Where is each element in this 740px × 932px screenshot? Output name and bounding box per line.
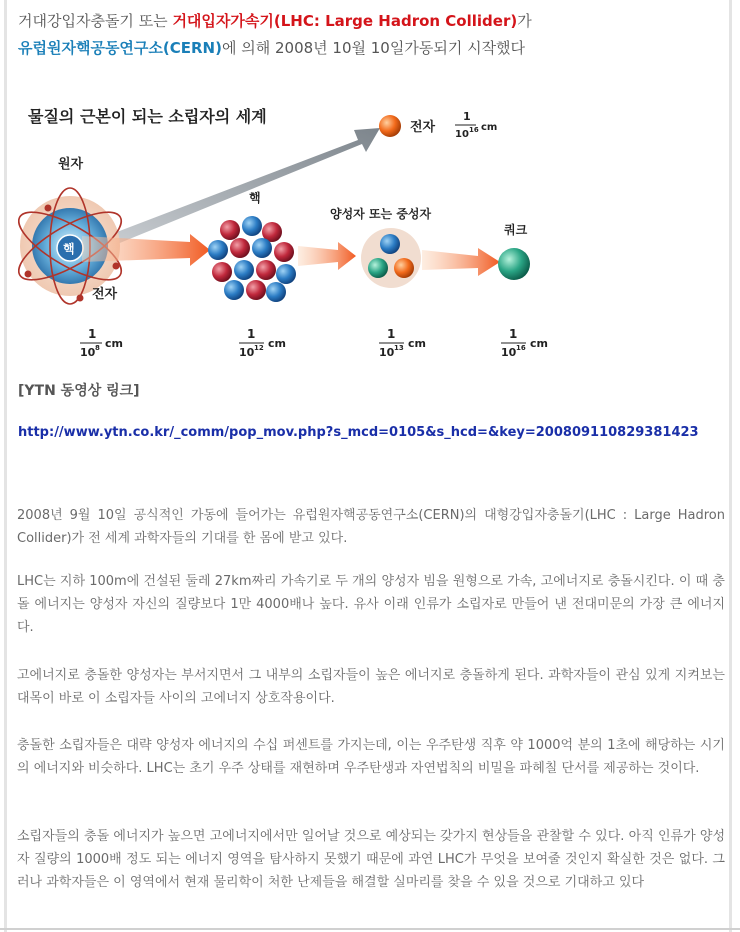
- electron-scale-num: 1: [463, 110, 471, 123]
- scale-proton: [379, 327, 426, 359]
- atom-electron-label: 전자: [92, 287, 118, 302]
- scale-quark-exp: 16: [516, 344, 526, 352]
- scale-proton-exp: 13: [394, 344, 404, 352]
- proton-neutron-label: 양성자 또는 중성자: [330, 207, 432, 221]
- electron-label: 전자: [410, 120, 436, 135]
- headline-lhc-name: 거대입자가속기(LHC: Large Hadron Collider): [172, 12, 518, 30]
- ytn-link-label: [YTN 동영상 링크]: [18, 383, 140, 399]
- scale-atom-exp: 8: [95, 344, 100, 352]
- scale-nucleus: [239, 327, 286, 359]
- scale-proton-unit: cm: [408, 337, 426, 350]
- electron-scale-exp: 16: [469, 126, 479, 134]
- scale-nucleus-den: 10: [239, 346, 255, 359]
- nucleus-graphic: [208, 216, 296, 302]
- scale-quark-unit: cm: [530, 337, 548, 350]
- headline-cern-name: 유럽원자핵공동연구소(CERN): [18, 39, 222, 57]
- scale-atom: [80, 327, 123, 359]
- paragraph-5: 소립자들의 충돌 에너지가 높으면 고에너지에서만 일어날 것으로 예상되는 갖가지 현상들을 관찰할 수 있다. 아직 인류가 양성자 질량의 1000배 정도 되는 에너지 영역을 탐사하지 못했기 때문에 과연 LHC가 무엇을 보여줄 것인지 확실한 것은 없다. 그러나 과학자들은 이 영역에서 현재 물리학이 처한 난제들을 해결할 실마리를 찾을 수 있을 것으로 기대하고 있다: [17, 829, 725, 890]
- left-border: [4, 0, 7, 932]
- scale-proton-num: 1: [387, 327, 396, 341]
- scale-nucleus-num: 1: [247, 327, 256, 341]
- scale-atom-den: 10: [80, 346, 96, 359]
- nucleus-label: 핵: [249, 191, 261, 205]
- headline-line-1: [18, 10, 532, 31]
- bottom-divider: [0, 928, 740, 930]
- scale-atom-unit: cm: [105, 337, 123, 350]
- scale-quark-num: 1: [509, 327, 518, 341]
- paragraph-3: 고에너지로 충돌한 양성자는 부서지면서 그 내부의 소립자들이 높은 에너지로 충돌하게 된다. 과학자들이 관심 있게 지켜보는 대목이 바로 이 소립자들 사이의 고에너지 상호작용이다.: [17, 668, 725, 706]
- atom-label: 원자: [58, 157, 84, 172]
- arrow-proton-to-quark: [422, 248, 500, 276]
- scale-nucleus-unit: cm: [268, 337, 286, 350]
- arrow-nucleus-to-proton: [298, 242, 356, 270]
- quark-label: 쿼크: [504, 223, 528, 237]
- scale-quark-den: 10: [501, 346, 517, 359]
- headline-suffix: 에 의해 2008년 10월 10일가동되기 시작했다: [221, 39, 526, 57]
- quark-graphic: [498, 248, 530, 280]
- headline-prefix: 거대강입자충돌기 또는: [18, 12, 173, 30]
- diagram-title: 물질의 근본이 되는 소립자의 세계: [28, 107, 267, 126]
- ytn-video-link[interactable]: http://www.ytn.co.kr/_comm/pop_mov.php?s_mcd=0105&s_hcd=&key=200809110829381423: [18, 425, 699, 440]
- atom-core-label: 핵: [63, 242, 75, 256]
- paragraph-2: LHC는 지하 100m에 건설된 둘레 27km짜리 가속기로 두 개의 양성자 빔을 원형으로 가속, 고에너지로 충돌시킨다. 이 때 충돌 에너지는 양성자 자신의 질량보다 1만 4000배나 높다. 유사 이래 인류가 소립자로 만들어 낸 전대미문의 가장 큰 에너지다.: [17, 574, 725, 635]
- electron-graphic: [379, 115, 401, 137]
- scale-atom-num: 1: [88, 327, 97, 341]
- paragraph-4: 충돌한 소립자들은 대략 양성자 에너지의 수십 퍼센트를 가지는데, 이는 우주탄생 직후 약 1000억 분의 1초에 해당하는 시기의 에너지와 비슷하다. LHC는 초기 우주 상태를 재현하며 우주탄생과 자연법칙의 비밀을 파헤칠 단서를 제공하는 것이다.: [17, 738, 725, 776]
- headline-line-2: [18, 37, 525, 58]
- electron-scale-den: 10: [455, 129, 469, 140]
- paragraph-1: 2008년 9월 10일 공식적인 가동에 들어가는 유럽원자핵공동연구소(CERN)의 대형강입자충돌기(LHC : Large Hadron Collider)가 전 세계 과학자들의 기대를 한 몸에 받고 있다.: [17, 508, 725, 546]
- arrow-atom-to-nucleus: [82, 234, 210, 266]
- electron-scale-unit: cm: [481, 122, 498, 133]
- headline-particle: 가: [517, 12, 532, 30]
- particle-scale-diagram: [18, 96, 730, 368]
- scale-quark: [501, 327, 548, 359]
- scale-nucleus-exp: 12: [254, 344, 264, 352]
- proton-graphic: [361, 228, 421, 288]
- scale-proton-den: 10: [379, 346, 395, 359]
